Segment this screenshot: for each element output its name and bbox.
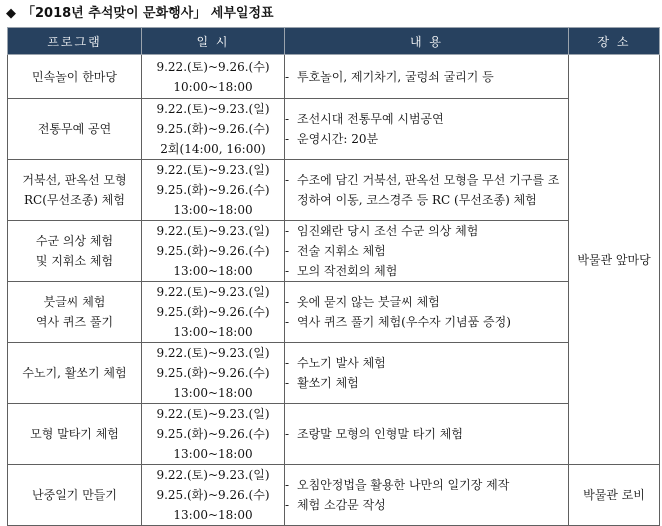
program-cell — [8, 404, 142, 465]
content-cell — [285, 343, 569, 404]
schedule-line: 2회(14:00, 16:00) — [160, 142, 266, 156]
schedule-line: 9.22.(토)~9.23.(일) — [156, 468, 270, 482]
program-cell — [8, 465, 142, 526]
content-item: - 수조에 담긴 거북선, 판옥선 모형을 무선 기구를 조정하여 이동, 코스경주 등 RC (무선조종) 체험 — [285, 173, 560, 207]
schedule-line: 9.25.(화)~9.26.(수) — [156, 183, 270, 197]
table-row — [8, 99, 660, 160]
program-name: 난중일기 만들기 — [32, 488, 117, 502]
content-cell — [285, 221, 569, 282]
schedule-line: 9.25.(화)~9.26.(수) — [156, 244, 270, 258]
table-row — [8, 221, 660, 282]
header-schedule: 일 시 — [142, 28, 285, 55]
schedule-line: 9.22.(토)~9.23.(일) — [156, 102, 270, 116]
schedule-line: 9.25.(화)~9.26.(수) — [156, 366, 270, 380]
program-cell — [8, 160, 142, 221]
content-item: - 운영시간: 20분 — [285, 132, 379, 146]
schedule-cell — [142, 221, 285, 282]
table-row — [8, 160, 660, 221]
program-cell — [8, 55, 142, 99]
content-cell — [285, 99, 569, 160]
place-name: 박물관 앞마당 — [577, 252, 651, 267]
program-name: 및 지휘소 체험 — [35, 254, 114, 268]
schedule-line: 9.22.(토)~9.23.(일) — [156, 346, 270, 360]
content-cell — [285, 55, 569, 99]
schedule-cell — [142, 55, 285, 99]
content-cell — [285, 160, 569, 221]
schedule-cell — [142, 99, 285, 160]
content-item: - 모의 작전회의 체험 — [285, 264, 398, 278]
content-item: - 임진왜란 당시 조선 수군 의상 체험 — [285, 224, 479, 238]
table-row — [8, 465, 660, 526]
schedule-line: 9.22.(토)~9.23.(일) — [156, 407, 270, 421]
program-name: 전통무예 공연 — [37, 122, 112, 136]
table-header-row — [8, 28, 660, 55]
schedule-cell — [142, 343, 285, 404]
table-row — [8, 343, 660, 404]
program-name: 모형 말타기 체험 — [30, 427, 119, 441]
schedule-line: 9.22.(토)~9.23.(일) — [156, 224, 270, 238]
schedule-table — [7, 27, 660, 526]
schedule-line: 13:00~18:00 — [173, 447, 253, 461]
table-row — [8, 404, 660, 465]
diamond-marker-icon: ◆ — [6, 6, 16, 21]
schedule-line: 9.22.(토)~9.26.(수) — [156, 59, 270, 74]
content-item: - 체험 소감문 작성 — [285, 498, 386, 512]
content-item: - 활쏘기 체험 — [285, 376, 359, 390]
content-cell — [285, 465, 569, 526]
program-name: 거북선, 판옥선 모형 — [22, 173, 127, 187]
content-cell — [285, 404, 569, 465]
content-item: - 조랑말 모형의 인형말 타기 체험 — [285, 427, 463, 441]
schedule-line: 9.25.(화)~9.26.(수) — [156, 305, 270, 319]
schedule-line: 13:00~18:00 — [173, 264, 253, 278]
schedule-line: 13:00~18:00 — [173, 325, 253, 339]
title-text: 「2018년 추석맞이 문화행사」 세부일정표 — [22, 6, 274, 21]
document-title — [6, 4, 274, 24]
program-name: 민속놀이 한마당 — [32, 69, 117, 84]
content-item: - 수노기 발사 체험 — [285, 356, 386, 370]
program-cell — [8, 282, 142, 343]
schedule-line: 13:00~18:00 — [173, 203, 253, 217]
schedule-line: 13:00~18:00 — [173, 508, 253, 522]
header-program: 프로그램 — [8, 28, 142, 55]
program-name: 붓글씨 체험 — [43, 295, 106, 309]
schedule-line: 9.25.(화)~9.26.(수) — [156, 427, 270, 441]
program-name: 역사 퀴즈 풀기 — [35, 315, 114, 329]
program-name: 수군 의상 체험 — [35, 234, 114, 248]
schedule-line: 9.25.(화)~9.26.(수) — [156, 488, 270, 502]
content-item: - 투호놀이, 제기차기, 굴렁쇠 굴리기 등 — [285, 69, 494, 84]
schedule-line: 13:00~18:00 — [173, 386, 253, 400]
content-item: - 옷에 묻지 않는 붓글씨 체험 — [285, 295, 440, 309]
content-item: - 오침안정법을 활용한 나만의 일기장 제작 — [285, 478, 510, 492]
table-row — [8, 282, 660, 343]
place-cell-lobby — [569, 465, 660, 526]
program-cell — [8, 99, 142, 160]
schedule-cell — [142, 404, 285, 465]
content-item: - 조선시대 전통무예 시범공연 — [285, 112, 444, 126]
place-cell-front — [569, 55, 660, 465]
content-item: - 역사 퀴즈 풀기 체험(우수자 기념품 증정) — [285, 315, 511, 329]
program-cell — [8, 343, 142, 404]
header-content: 내 용 — [285, 28, 569, 55]
schedule-line: 9.25.(화)~9.26.(수) — [156, 122, 270, 136]
schedule-line: 9.22.(토)~9.23.(일) — [156, 163, 270, 177]
schedule-cell — [142, 282, 285, 343]
program-name: RC(무선조종) 체험 — [24, 193, 125, 207]
place-name: 박물관 로비 — [583, 488, 645, 502]
content-cell — [285, 282, 569, 343]
program-name: 수노기, 활쏘기 체험 — [22, 366, 127, 380]
program-cell — [8, 221, 142, 282]
schedule-cell — [142, 465, 285, 526]
content-item: - 전술 지휘소 체험 — [285, 244, 386, 258]
schedule-cell — [142, 160, 285, 221]
schedule-line: 9.22.(토)~9.23.(일) — [156, 285, 270, 299]
header-place: 장 소 — [569, 28, 660, 55]
table-row — [8, 55, 660, 99]
schedule-line: 10:00~18:00 — [173, 79, 253, 94]
